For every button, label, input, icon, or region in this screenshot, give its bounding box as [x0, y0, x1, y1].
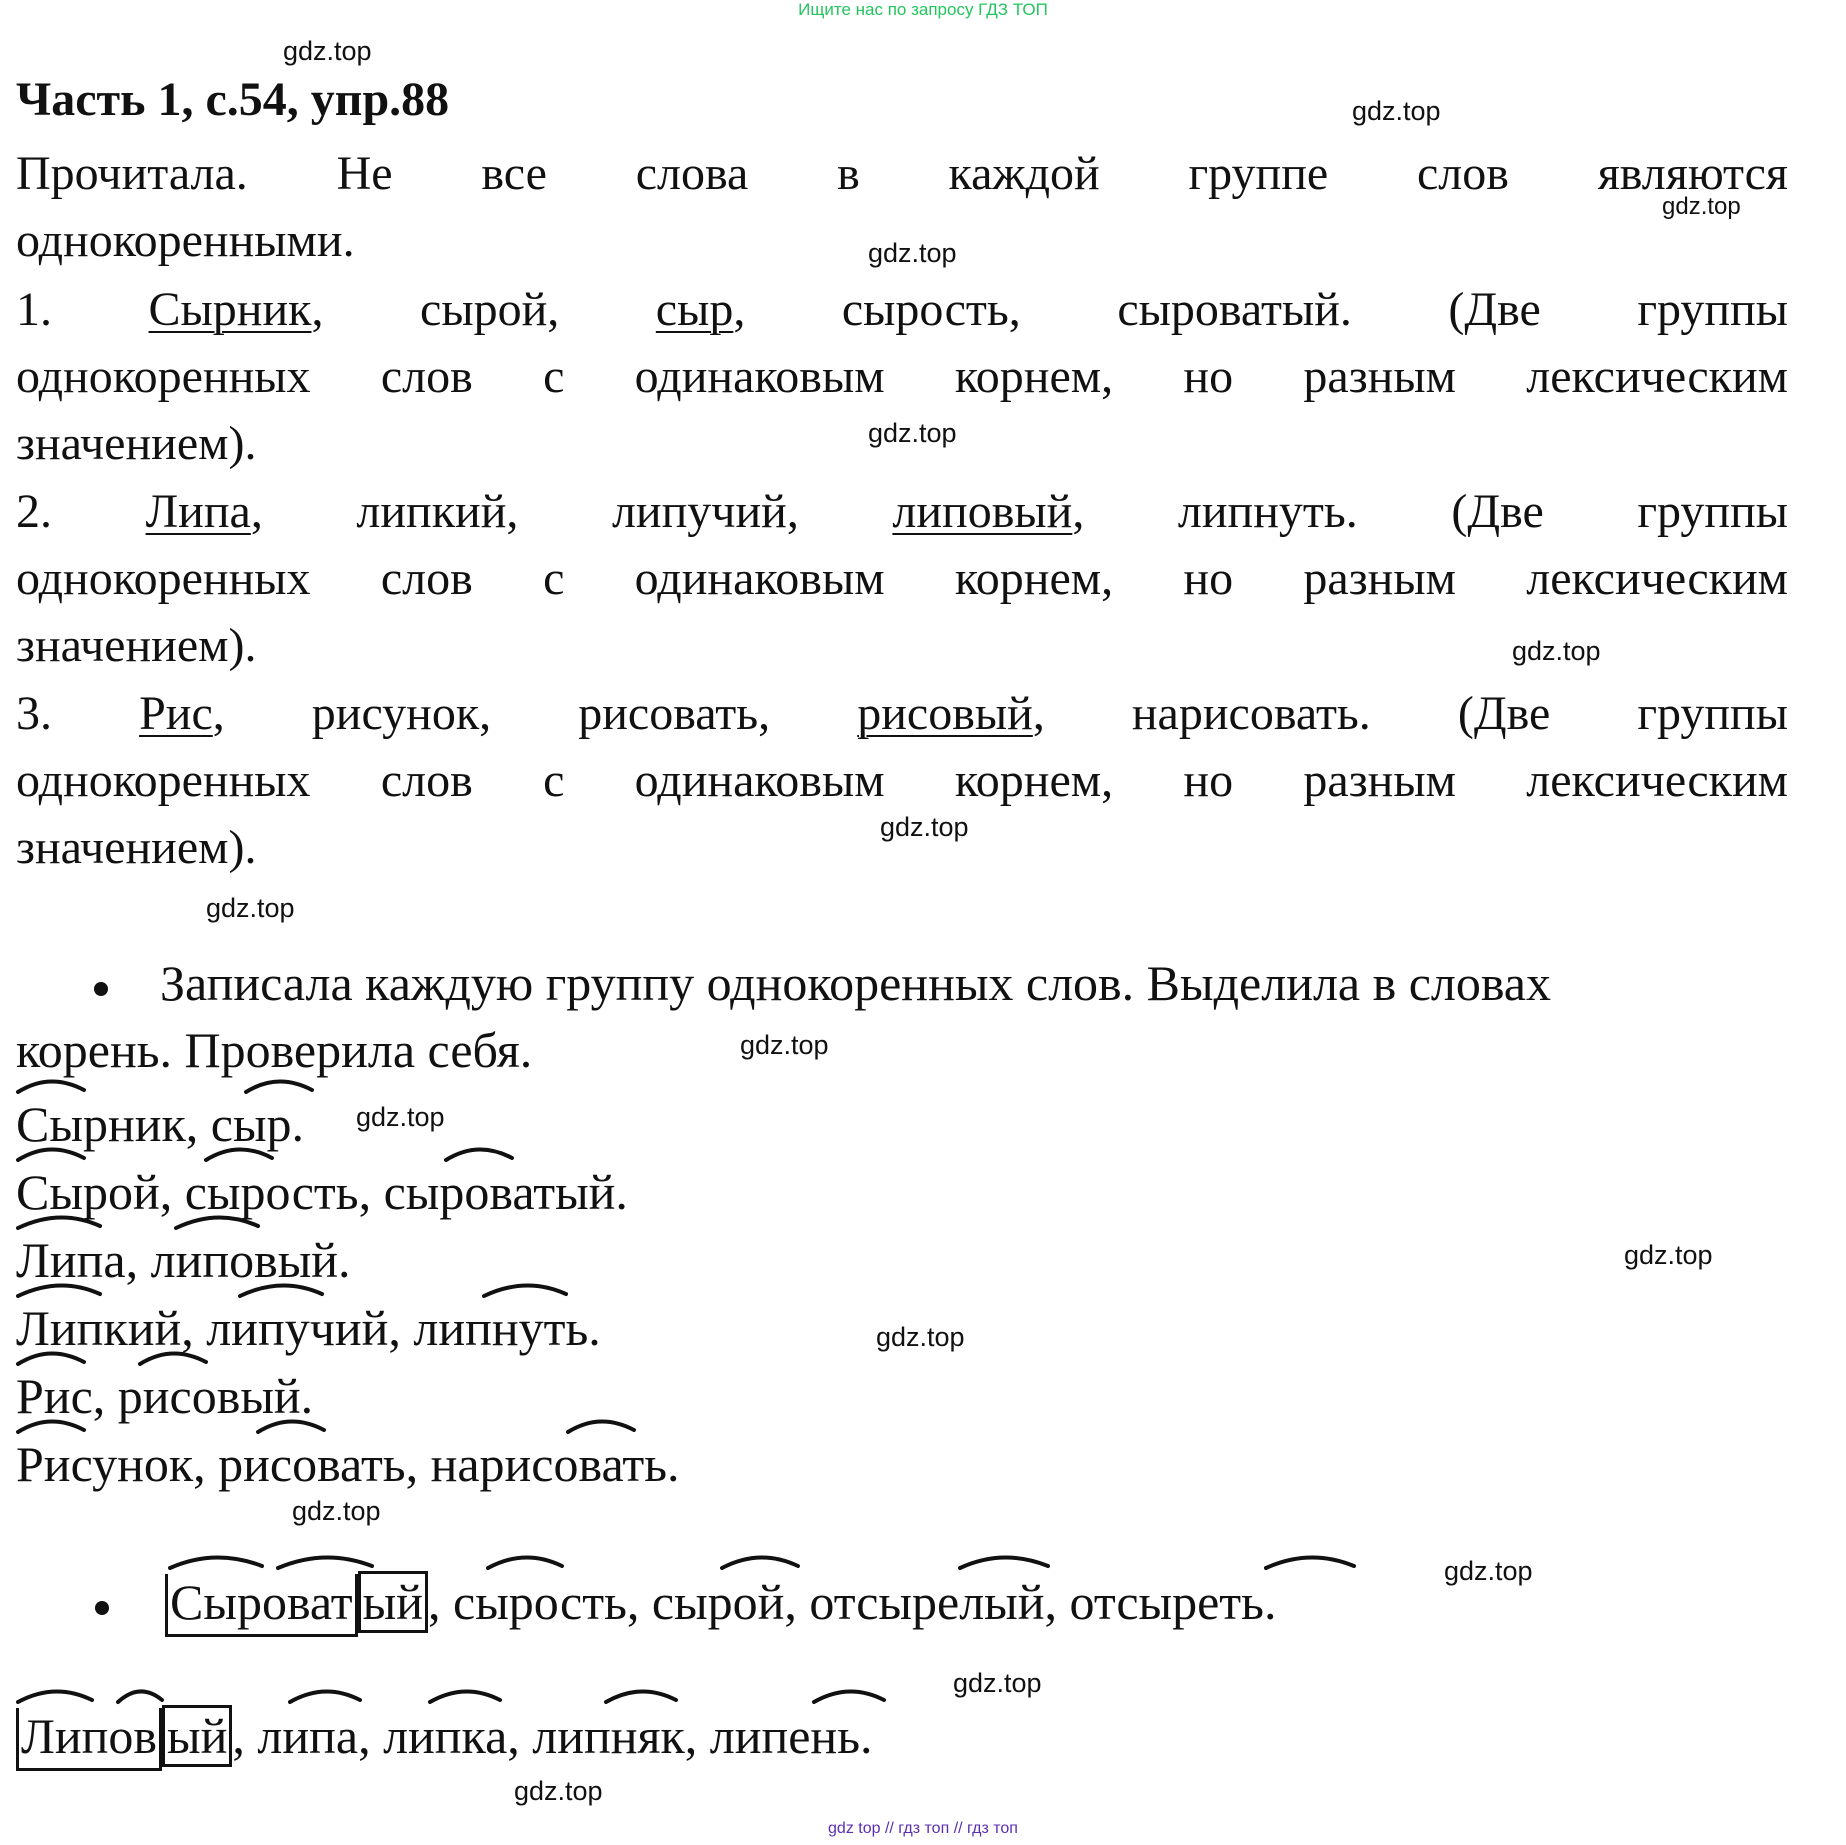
- group-line: Липа, липовый.: [16, 1232, 351, 1288]
- footer-links[interactable]: gdz top // гдз топ // гдз топ: [828, 1820, 1018, 1837]
- watermark: gdz.top: [1624, 1240, 1713, 1270]
- list-item: 2. Липа, липкий, липучий, липовый, липнуть. (Две группы однокоренных слов с одинаковым корнем, но разным лексическим значением).: [16, 485, 1789, 672]
- root-arc: [18, 1285, 100, 1296]
- watermark: gdz.top: [292, 1496, 381, 1526]
- root-arc: [814, 1691, 884, 1702]
- root-arc: [246, 1081, 312, 1092]
- watermark: gdz.top: [356, 1102, 445, 1132]
- root-arc: [484, 1285, 566, 1296]
- underlined-word: Рис: [139, 687, 213, 740]
- root-arc: [568, 1421, 634, 1432]
- root-arc: [488, 1557, 562, 1568]
- page-title: Часть 1, с.54, упр.88: [16, 73, 450, 126]
- word-stem: Сыроват: [165, 1574, 358, 1637]
- underlined-word: рисовый: [857, 687, 1033, 740]
- root-arc: [722, 1557, 798, 1568]
- root-arc: [18, 1217, 100, 1228]
- watermark: gdz.top: [740, 1030, 829, 1060]
- group-line: Липкий, липучий, липнуть.: [16, 1300, 601, 1356]
- watermark: gdz.top: [953, 1668, 1042, 1698]
- underlined-word: липовый: [892, 485, 1073, 538]
- root-arc: [206, 1149, 272, 1160]
- group-line: Сырник, сыр.: [16, 1096, 305, 1152]
- root-arc: [960, 1557, 1048, 1568]
- root-arc: [240, 1285, 322, 1296]
- root-arc: [258, 1421, 324, 1432]
- morph-line-1: Сыроват ый , сырость, сырой, отсырелый, отсыреть.: [95, 1568, 1276, 1636]
- item-number: 2.: [16, 485, 52, 538]
- root-arc: [290, 1691, 360, 1702]
- watermark: gdz.top: [206, 893, 295, 923]
- watermark: gdz.top: [1512, 636, 1601, 666]
- word-ending: ый: [162, 1705, 232, 1767]
- list-item: 3. Рис, рисунок, рисовать, рисовый, нарисовать. (Две группы однокоренных слов с одинаковым корнем, но разным лексическим значением).: [16, 687, 1788, 874]
- group-line: Рисунок, рисовать, нарисовать.: [16, 1436, 680, 1492]
- root-arc: [176, 1217, 258, 1228]
- group-line: Рис, рисовый.: [16, 1368, 314, 1424]
- root-arc: [140, 1353, 206, 1364]
- root-arc: [170, 1557, 262, 1568]
- intro-line-1: Прочитала. Не все слова в каждой группе слов являются: [16, 147, 1788, 200]
- watermark: gdz.top: [283, 36, 372, 66]
- root-arc: [18, 1149, 84, 1160]
- underlined-word: Липа: [145, 485, 251, 538]
- watermark: gdz.top: [880, 812, 969, 842]
- watermark: gdz.top: [1662, 193, 1741, 220]
- watermark: gdz.top: [868, 238, 957, 268]
- root-arc: [278, 1557, 372, 1568]
- root-arc: [446, 1149, 512, 1160]
- underlined-word: сыр: [655, 283, 734, 336]
- root-arc: [18, 1691, 92, 1702]
- root-arc: [118, 1691, 162, 1702]
- root-arc: [1266, 1557, 1354, 1568]
- root-arc: [430, 1691, 500, 1702]
- task-paragraph: Записала каждую группу однокоренных слов. Выделила в словах корень. Проверила себя.: [16, 955, 1551, 1078]
- root-arc: [18, 1353, 84, 1364]
- word-stem: Липов: [16, 1708, 162, 1771]
- watermark: gdz.top: [514, 1776, 603, 1806]
- intro-line-2: однокоренными.: [16, 214, 355, 267]
- item-number: 1.: [16, 283, 52, 336]
- group-line: Сырой, сырость, сыроватый.: [16, 1164, 628, 1220]
- watermark: gdz.top: [876, 1322, 965, 1352]
- morph-line-2: Липов ый , липа, липка, липняк, липень.: [16, 1702, 873, 1770]
- watermark: gdz.top: [868, 418, 957, 448]
- list-item: 1. Сырник, сырой, сыр, сырость, сыроватый. (Две группы однокоренных слов с одинаковым корнем, но разным лексическим значением).: [16, 283, 1789, 470]
- underlined-word: Сырник: [148, 283, 312, 336]
- item-number: 3.: [16, 687, 52, 740]
- root-arc: [606, 1691, 676, 1702]
- root-arc: [18, 1421, 84, 1432]
- word-ending: ый: [358, 1571, 428, 1633]
- watermark: gdz.top: [1352, 96, 1441, 126]
- bullet-icon: [95, 1601, 109, 1615]
- top-banner: Ищите нас по запросу ГДЗ ТОП: [798, 0, 1048, 19]
- watermark: gdz.top: [1444, 1556, 1533, 1586]
- root-arc: [18, 1081, 84, 1092]
